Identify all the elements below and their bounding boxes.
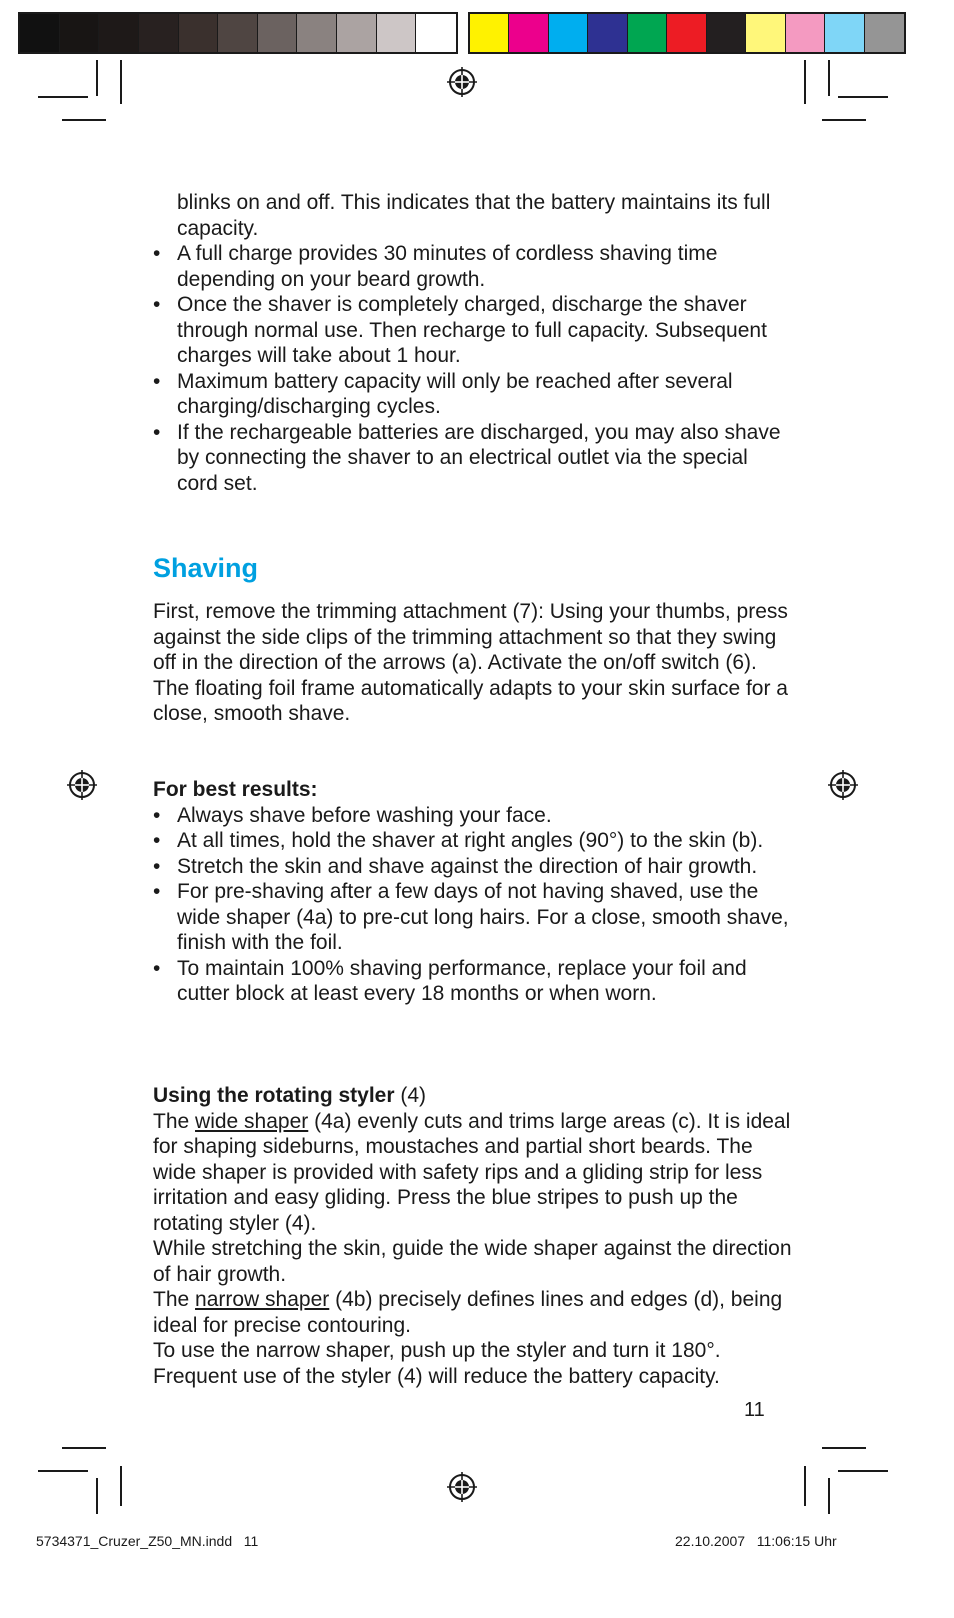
crop-mark	[828, 60, 830, 96]
registration-mark-icon	[828, 770, 858, 800]
wide-shaper-term: wide shaper	[195, 1109, 309, 1133]
color-swatch	[588, 14, 627, 52]
color-swatch	[470, 14, 509, 52]
page-number: 11	[744, 1399, 765, 1421]
color-swatch	[786, 14, 825, 52]
list-item: • Always shave before washing your face.	[153, 803, 793, 829]
crop-mark	[804, 1466, 806, 1506]
footer-timestamp: 22.10.2007 11:06:15 Uhr	[675, 1533, 837, 1549]
color-swatch	[60, 14, 100, 52]
color-swatch	[297, 14, 337, 52]
text-fragment: The	[153, 1109, 196, 1133]
list-item: • Maximum battery capacity will only be reached after several charging/discharging cycles.	[153, 369, 793, 420]
crop-mark	[120, 60, 122, 104]
color-swatch	[20, 14, 60, 52]
shaving-intro	[153, 599, 793, 727]
list-item: • Once the shaver is completely charged, discharge the shaver through normal use. Then recharge to full capacity. Subsequent charges will take about 1 hour.	[153, 292, 793, 369]
color-swatch	[218, 14, 258, 52]
intro-paragraph: First, remove the trimming attachment (7): Using your thumbs, press against the side clips of the trimming attachment so that they swing off in the direction of the arrows (a). Activate the on/off switch (6). The floating foil frame automatically adapts to your skin surface for a close, smooth shave.	[153, 600, 788, 725]
section-heading: Shaving	[153, 553, 259, 583]
grayscale-color-bar	[18, 12, 458, 54]
styler-paragraph	[153, 1287, 793, 1338]
best-results-list	[153, 803, 793, 1007]
crop-mark	[38, 1470, 88, 1472]
best-results-section	[153, 777, 793, 1007]
registration-mark-icon	[447, 67, 477, 97]
crop-mark	[96, 1478, 98, 1514]
color-swatch	[377, 14, 417, 52]
crop-mark	[822, 1447, 866, 1449]
styler-label: Using the rotating styler	[153, 1084, 395, 1107]
battery-section	[153, 190, 793, 496]
styler-ref: (4)	[394, 1084, 427, 1107]
process-color-bar	[468, 12, 906, 54]
styler-paragraph: To use the narrow shaper, push up the styler and turn it 180°. Frequent use of the styler (4) will reduce the battery capacity.	[153, 1339, 721, 1388]
styler-paragraph	[153, 1109, 793, 1237]
crop-mark	[62, 1447, 106, 1449]
color-swatch	[865, 14, 904, 52]
crop-mark	[838, 96, 888, 98]
list-item: • If the rechargeable batteries are discharged, you may also shave by connecting the shaver to an electrical outlet via the special cord set.	[153, 420, 793, 497]
color-swatch	[549, 14, 588, 52]
styler-heading	[153, 1083, 793, 1109]
list-item: • Stretch the skin and shave against the direction of hair growth.	[153, 854, 793, 880]
list-item: • To maintain 100% shaving performance, replace your foil and cutter block at least every 18 months or when worn.	[153, 956, 793, 1007]
crop-mark	[120, 1466, 122, 1506]
color-swatch	[179, 14, 219, 52]
best-results-label: For best results:	[153, 778, 318, 801]
color-swatch	[139, 14, 179, 52]
color-swatch	[258, 14, 298, 52]
registration-mark-icon	[447, 1472, 477, 1502]
registration-mark-icon	[67, 770, 97, 800]
crop-mark	[38, 96, 88, 98]
list-item: • A full charge provides 30 minutes of cordless shaving time depending on your beard growth.	[153, 241, 793, 292]
crop-mark	[62, 119, 106, 121]
crop-mark	[838, 1470, 888, 1472]
color-swatch	[337, 14, 377, 52]
color-swatch	[825, 14, 864, 52]
crop-mark	[804, 60, 806, 104]
color-swatch	[509, 14, 548, 52]
footer-file-slug: 5734371_Cruzer_Z50_MN.indd 11	[36, 1533, 259, 1549]
rotating-styler-section	[153, 1083, 793, 1389]
crop-mark	[828, 1478, 830, 1514]
color-swatch	[707, 14, 746, 52]
text-fragment: (4b) precisely defines lines and edges (d), being ideal for precise contouring.	[153, 1288, 783, 1337]
styler-paragraph: While stretching the skin, guide the wide shaper against the direction of hair growth.	[153, 1237, 792, 1286]
crop-mark	[822, 119, 866, 121]
color-swatch	[416, 14, 456, 52]
crop-mark	[96, 60, 98, 96]
text-fragment: (4a) evenly cuts and trims large areas (c). It is ideal for shaping sideburns, moustaches and partial short beards. The wide shaper is provided with safety rips and a gliding strip for less irritation and easy gliding. Press the blue stripes to push up the rotating styler (4).	[153, 1109, 791, 1235]
battery-bullet-list	[153, 241, 793, 496]
color-swatch	[628, 14, 667, 52]
narrow-shaper-term: narrow shaper	[195, 1288, 330, 1311]
color-swatch	[99, 14, 139, 52]
list-item: • At all times, hold the shaver at right angles (90°) to the skin (b).	[153, 828, 793, 854]
list-item: • For pre-shaving after a few days of not having shaved, use the wide shaper (4a) to pre-cut long hairs. For a close, smooth shave, finish with the foil.	[153, 879, 793, 956]
color-swatch	[746, 14, 785, 52]
continuation-text: blinks on and off. This indicates that the battery maintains its full capacity.	[177, 191, 771, 240]
text-fragment: The	[153, 1288, 196, 1311]
color-swatch	[667, 14, 706, 52]
